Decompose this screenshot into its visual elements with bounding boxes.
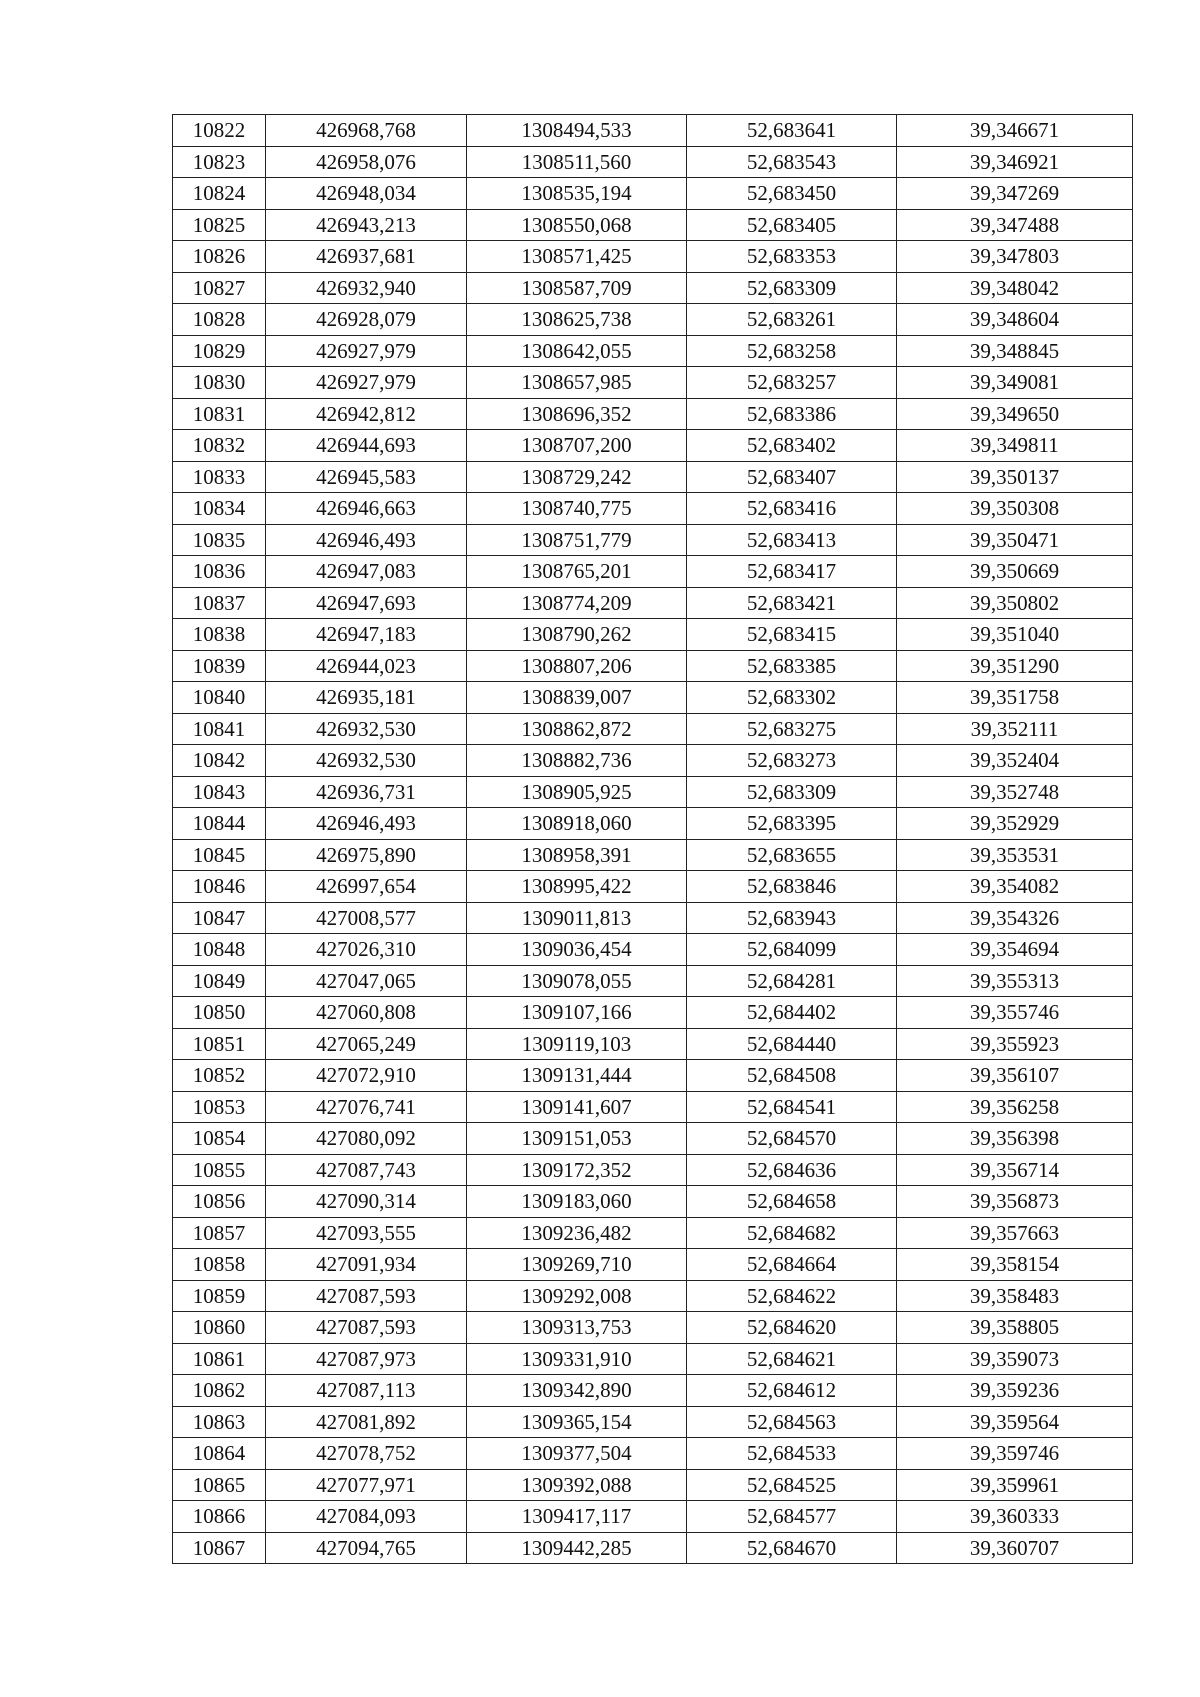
point-number-cell: 10852 [173,1060,266,1092]
y-coordinate-cell: 1308571,425 [467,241,687,273]
table-row [173,1091,1133,1123]
latitude-cell: 52,684620 [687,1312,897,1344]
table-row [173,1312,1133,1344]
x-coordinate-cell: 427026,310 [266,934,467,966]
x-coordinate-cell: 427090,314 [266,1186,467,1218]
y-coordinate-cell: 1309131,444 [467,1060,687,1092]
table-row [173,934,1133,966]
table-row [173,1343,1133,1375]
y-coordinate-cell: 1309365,154 [467,1406,687,1438]
latitude-cell: 52,683415 [687,619,897,651]
latitude-cell: 52,684440 [687,1028,897,1060]
x-coordinate-cell: 426946,493 [266,808,467,840]
latitude-cell: 52,683655 [687,839,897,871]
point-number-cell: 10863 [173,1406,266,1438]
table-row [173,1438,1133,1470]
latitude-cell: 52,683353 [687,241,897,273]
longitude-cell: 39,359961 [897,1469,1133,1501]
table-row [173,650,1133,682]
y-coordinate-cell: 1309172,352 [467,1154,687,1186]
x-coordinate-cell: 426928,079 [266,304,467,336]
x-coordinate-cell: 427087,973 [266,1343,467,1375]
latitude-cell: 52,683413 [687,524,897,556]
y-coordinate-cell: 1308625,738 [467,304,687,336]
y-coordinate-cell: 1308774,209 [467,587,687,619]
table-row [173,1501,1133,1533]
x-coordinate-cell: 426946,493 [266,524,467,556]
latitude-cell: 52,684682 [687,1217,897,1249]
x-coordinate-cell: 426942,812 [266,398,467,430]
y-coordinate-cell: 1308587,709 [467,272,687,304]
x-coordinate-cell: 426937,681 [266,241,467,273]
x-coordinate-cell: 426932,530 [266,745,467,777]
x-coordinate-cell: 426947,083 [266,556,467,588]
point-number-cell: 10849 [173,965,266,997]
longitude-cell: 39,359236 [897,1375,1133,1407]
longitude-cell: 39,347803 [897,241,1133,273]
y-coordinate-cell: 1309342,890 [467,1375,687,1407]
point-number-cell: 10832 [173,430,266,462]
y-coordinate-cell: 1309377,504 [467,1438,687,1470]
latitude-cell: 52,684541 [687,1091,897,1123]
longitude-cell: 39,351290 [897,650,1133,682]
y-coordinate-cell: 1308696,352 [467,398,687,430]
point-number-cell: 10859 [173,1280,266,1312]
latitude-cell: 52,683402 [687,430,897,462]
longitude-cell: 39,359564 [897,1406,1133,1438]
table-row [173,1154,1133,1186]
longitude-cell: 39,351758 [897,682,1133,714]
longitude-cell: 39,350802 [897,587,1133,619]
table-row [173,146,1133,178]
table-row [173,209,1133,241]
point-number-cell: 10823 [173,146,266,178]
y-coordinate-cell: 1309331,910 [467,1343,687,1375]
x-coordinate-cell: 426968,768 [266,115,467,147]
longitude-cell: 39,358805 [897,1312,1133,1344]
y-coordinate-cell: 1308958,391 [467,839,687,871]
latitude-cell: 52,683309 [687,776,897,808]
x-coordinate-cell: 427081,892 [266,1406,467,1438]
latitude-cell: 52,683275 [687,713,897,745]
x-coordinate-cell: 426958,076 [266,146,467,178]
longitude-cell: 39,350308 [897,493,1133,525]
latitude-cell: 52,683309 [687,272,897,304]
latitude-cell: 52,684670 [687,1532,897,1564]
y-coordinate-cell: 1309078,055 [467,965,687,997]
latitude-cell: 52,684570 [687,1123,897,1155]
y-coordinate-cell: 1309107,166 [467,997,687,1029]
y-coordinate-cell: 1308511,560 [467,146,687,178]
x-coordinate-cell: 426936,731 [266,776,467,808]
longitude-cell: 39,354694 [897,934,1133,966]
y-coordinate-cell: 1309183,060 [467,1186,687,1218]
table-row [173,1406,1133,1438]
x-coordinate-cell: 427060,808 [266,997,467,1029]
point-number-cell: 10833 [173,461,266,493]
longitude-cell: 39,358483 [897,1280,1133,1312]
longitude-cell: 39,355923 [897,1028,1133,1060]
latitude-cell: 52,683261 [687,304,897,336]
latitude-cell: 52,684508 [687,1060,897,1092]
longitude-cell: 39,347269 [897,178,1133,210]
x-coordinate-cell: 426927,979 [266,335,467,367]
latitude-cell: 52,683273 [687,745,897,777]
point-number-cell: 10865 [173,1469,266,1501]
latitude-cell: 52,684577 [687,1501,897,1533]
y-coordinate-cell: 1309269,710 [467,1249,687,1281]
table-row [173,619,1133,651]
point-number-cell: 10850 [173,997,266,1029]
point-number-cell: 10860 [173,1312,266,1344]
table-row [173,808,1133,840]
point-number-cell: 10861 [173,1343,266,1375]
x-coordinate-cell: 426945,583 [266,461,467,493]
x-coordinate-cell: 427093,555 [266,1217,467,1249]
x-coordinate-cell: 426947,183 [266,619,467,651]
x-coordinate-cell: 427047,065 [266,965,467,997]
x-coordinate-cell: 426932,940 [266,272,467,304]
x-coordinate-cell: 427076,741 [266,1091,467,1123]
x-coordinate-cell: 426927,979 [266,367,467,399]
latitude-cell: 52,684533 [687,1438,897,1470]
y-coordinate-cell: 1308807,206 [467,650,687,682]
longitude-cell: 39,348604 [897,304,1133,336]
latitude-cell: 52,684658 [687,1186,897,1218]
point-number-cell: 10856 [173,1186,266,1218]
longitude-cell: 39,346921 [897,146,1133,178]
latitude-cell: 52,684622 [687,1280,897,1312]
table-row [173,367,1133,399]
longitude-cell: 39,360707 [897,1532,1133,1564]
coordinates-table [172,114,1133,1564]
x-coordinate-cell: 427087,593 [266,1280,467,1312]
longitude-cell: 39,349081 [897,367,1133,399]
latitude-cell: 52,684099 [687,934,897,966]
table-row [173,1375,1133,1407]
longitude-cell: 39,350471 [897,524,1133,556]
y-coordinate-cell: 1308535,194 [467,178,687,210]
point-number-cell: 10845 [173,839,266,871]
point-number-cell: 10838 [173,619,266,651]
point-number-cell: 10824 [173,178,266,210]
table-row [173,713,1133,745]
y-coordinate-cell: 1309236,482 [467,1217,687,1249]
y-coordinate-cell: 1309442,285 [467,1532,687,1564]
y-coordinate-cell: 1308729,242 [467,461,687,493]
latitude-cell: 52,683258 [687,335,897,367]
point-number-cell: 10864 [173,1438,266,1470]
x-coordinate-cell: 427078,752 [266,1438,467,1470]
longitude-cell: 39,354082 [897,871,1133,903]
latitude-cell: 52,683543 [687,146,897,178]
table-row [173,115,1133,147]
table-row [173,272,1133,304]
x-coordinate-cell: 426944,693 [266,430,467,462]
longitude-cell: 39,353531 [897,839,1133,871]
point-number-cell: 10839 [173,650,266,682]
latitude-cell: 52,683405 [687,209,897,241]
longitude-cell: 39,352929 [897,808,1133,840]
latitude-cell: 52,683257 [687,367,897,399]
longitude-cell: 39,358154 [897,1249,1133,1281]
y-coordinate-cell: 1308765,201 [467,556,687,588]
y-coordinate-cell: 1309292,008 [467,1280,687,1312]
table-row [173,1186,1133,1218]
table-row [173,461,1133,493]
y-coordinate-cell: 1309119,103 [467,1028,687,1060]
point-number-cell: 10866 [173,1501,266,1533]
latitude-cell: 52,683417 [687,556,897,588]
y-coordinate-cell: 1308905,925 [467,776,687,808]
y-coordinate-cell: 1309141,607 [467,1091,687,1123]
table-row [173,1028,1133,1060]
x-coordinate-cell: 426944,023 [266,650,467,682]
x-coordinate-cell: 427077,971 [266,1469,467,1501]
longitude-cell: 39,349650 [897,398,1133,430]
latitude-cell: 52,683421 [687,587,897,619]
longitude-cell: 39,356258 [897,1091,1133,1123]
longitude-cell: 39,351040 [897,619,1133,651]
longitude-cell: 39,355746 [897,997,1133,1029]
longitude-cell: 39,348042 [897,272,1133,304]
point-number-cell: 10851 [173,1028,266,1060]
y-coordinate-cell: 1308882,736 [467,745,687,777]
latitude-cell: 52,683302 [687,682,897,714]
x-coordinate-cell: 427087,113 [266,1375,467,1407]
table-row [173,1060,1133,1092]
x-coordinate-cell: 427087,743 [266,1154,467,1186]
point-number-cell: 10831 [173,398,266,430]
point-number-cell: 10828 [173,304,266,336]
longitude-cell: 39,349811 [897,430,1133,462]
x-coordinate-cell: 427084,093 [266,1501,467,1533]
longitude-cell: 39,357663 [897,1217,1133,1249]
latitude-cell: 52,683943 [687,902,897,934]
point-number-cell: 10855 [173,1154,266,1186]
x-coordinate-cell: 426997,654 [266,871,467,903]
longitude-cell: 39,356398 [897,1123,1133,1155]
table-row [173,1249,1133,1281]
latitude-cell: 52,683407 [687,461,897,493]
point-number-cell: 10827 [173,272,266,304]
point-number-cell: 10843 [173,776,266,808]
y-coordinate-cell: 1308657,985 [467,367,687,399]
coordinates-table-body [173,115,1133,1564]
table-row [173,493,1133,525]
point-number-cell: 10842 [173,745,266,777]
y-coordinate-cell: 1308918,060 [467,808,687,840]
x-coordinate-cell: 427072,910 [266,1060,467,1092]
latitude-cell: 52,684621 [687,1343,897,1375]
latitude-cell: 52,684612 [687,1375,897,1407]
longitude-cell: 39,347488 [897,209,1133,241]
table-row [173,682,1133,714]
table-row [173,965,1133,997]
longitude-cell: 39,348845 [897,335,1133,367]
longitude-cell: 39,356873 [897,1186,1133,1218]
x-coordinate-cell: 426975,890 [266,839,467,871]
latitude-cell: 52,683386 [687,398,897,430]
longitude-cell: 39,359073 [897,1343,1133,1375]
y-coordinate-cell: 1308494,533 [467,115,687,147]
table-row [173,902,1133,934]
y-coordinate-cell: 1308839,007 [467,682,687,714]
longitude-cell: 39,352404 [897,745,1133,777]
latitude-cell: 52,683846 [687,871,897,903]
point-number-cell: 10825 [173,209,266,241]
table-row [173,587,1133,619]
point-number-cell: 10841 [173,713,266,745]
y-coordinate-cell: 1309417,117 [467,1501,687,1533]
table-row [173,1280,1133,1312]
x-coordinate-cell: 427080,092 [266,1123,467,1155]
longitude-cell: 39,346671 [897,115,1133,147]
y-coordinate-cell: 1308790,262 [467,619,687,651]
point-number-cell: 10867 [173,1532,266,1564]
longitude-cell: 39,359746 [897,1438,1133,1470]
table-row [173,1532,1133,1564]
x-coordinate-cell: 427008,577 [266,902,467,934]
latitude-cell: 52,683385 [687,650,897,682]
table-row [173,430,1133,462]
latitude-cell: 52,684281 [687,965,897,997]
y-coordinate-cell: 1308740,775 [467,493,687,525]
latitude-cell: 52,684525 [687,1469,897,1501]
x-coordinate-cell: 426943,213 [266,209,467,241]
latitude-cell: 52,684636 [687,1154,897,1186]
x-coordinate-cell: 426948,034 [266,178,467,210]
y-coordinate-cell: 1308642,055 [467,335,687,367]
table-row [173,241,1133,273]
y-coordinate-cell: 1308550,068 [467,209,687,241]
point-number-cell: 10829 [173,335,266,367]
latitude-cell: 52,684664 [687,1249,897,1281]
point-number-cell: 10836 [173,556,266,588]
longitude-cell: 39,356107 [897,1060,1133,1092]
point-number-cell: 10846 [173,871,266,903]
longitude-cell: 39,356714 [897,1154,1133,1186]
y-coordinate-cell: 1308751,779 [467,524,687,556]
y-coordinate-cell: 1309313,753 [467,1312,687,1344]
point-number-cell: 10847 [173,902,266,934]
longitude-cell: 39,350669 [897,556,1133,588]
point-number-cell: 10837 [173,587,266,619]
table-row [173,1469,1133,1501]
longitude-cell: 39,354326 [897,902,1133,934]
point-number-cell: 10854 [173,1123,266,1155]
y-coordinate-cell: 1308995,422 [467,871,687,903]
y-coordinate-cell: 1308862,872 [467,713,687,745]
latitude-cell: 52,684402 [687,997,897,1029]
point-number-cell: 10858 [173,1249,266,1281]
point-number-cell: 10857 [173,1217,266,1249]
point-number-cell: 10862 [173,1375,266,1407]
table-row [173,1217,1133,1249]
table-row [173,178,1133,210]
point-number-cell: 10835 [173,524,266,556]
point-number-cell: 10848 [173,934,266,966]
x-coordinate-cell: 427091,934 [266,1249,467,1281]
x-coordinate-cell: 427065,249 [266,1028,467,1060]
table-row [173,556,1133,588]
table-row [173,997,1133,1029]
longitude-cell: 39,350137 [897,461,1133,493]
point-number-cell: 10834 [173,493,266,525]
table-row [173,776,1133,808]
point-number-cell: 10853 [173,1091,266,1123]
longitude-cell: 39,352748 [897,776,1133,808]
latitude-cell: 52,683395 [687,808,897,840]
y-coordinate-cell: 1309011,813 [467,902,687,934]
y-coordinate-cell: 1309392,088 [467,1469,687,1501]
point-number-cell: 10826 [173,241,266,273]
latitude-cell: 52,684563 [687,1406,897,1438]
table-row [173,398,1133,430]
x-coordinate-cell: 426946,663 [266,493,467,525]
x-coordinate-cell: 427087,593 [266,1312,467,1344]
point-number-cell: 10830 [173,367,266,399]
latitude-cell: 52,683416 [687,493,897,525]
y-coordinate-cell: 1308707,200 [467,430,687,462]
point-number-cell: 10844 [173,808,266,840]
longitude-cell: 39,360333 [897,1501,1133,1533]
point-number-cell: 10822 [173,115,266,147]
x-coordinate-cell: 427094,765 [266,1532,467,1564]
table-row [173,871,1133,903]
latitude-cell: 52,683450 [687,178,897,210]
latitude-cell: 52,683641 [687,115,897,147]
table-row [173,745,1133,777]
x-coordinate-cell: 426932,530 [266,713,467,745]
table-row [173,839,1133,871]
point-number-cell: 10840 [173,682,266,714]
x-coordinate-cell: 426947,693 [266,587,467,619]
table-row [173,524,1133,556]
table-row [173,1123,1133,1155]
table-row [173,335,1133,367]
table-row [173,304,1133,336]
longitude-cell: 39,352111 [897,713,1133,745]
y-coordinate-cell: 1309151,053 [467,1123,687,1155]
x-coordinate-cell: 426935,181 [266,682,467,714]
longitude-cell: 39,355313 [897,965,1133,997]
y-coordinate-cell: 1309036,454 [467,934,687,966]
